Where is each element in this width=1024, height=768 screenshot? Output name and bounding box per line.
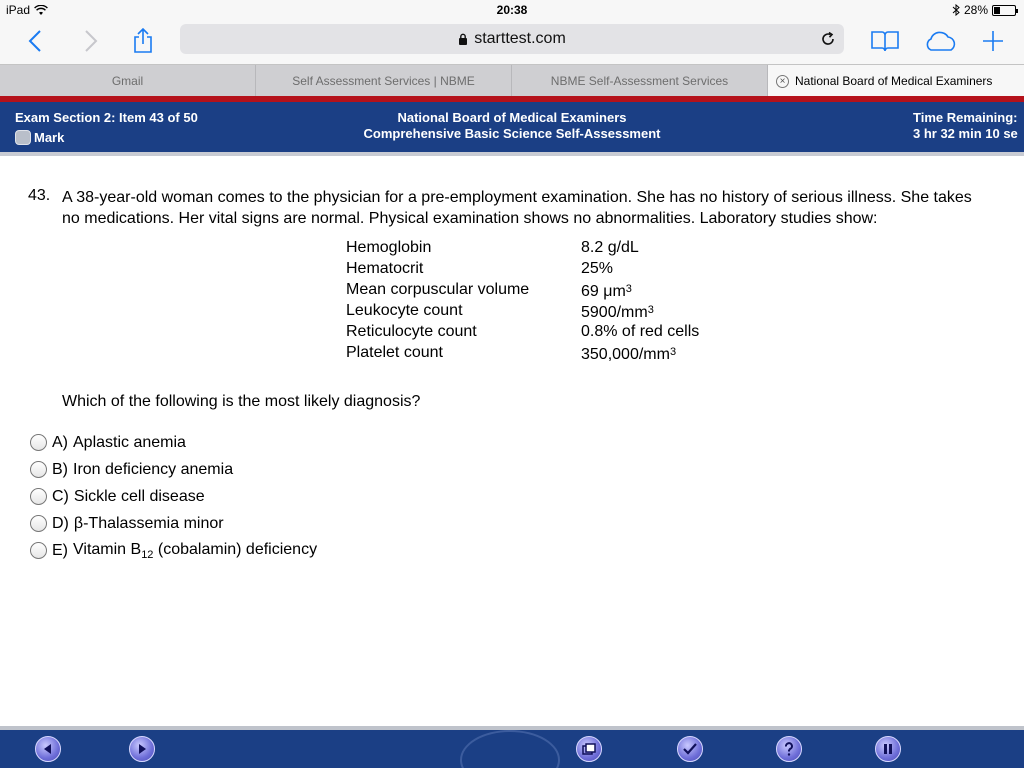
lab-value-text: 5900/mm [581, 304, 648, 321]
checkmark-icon [683, 743, 697, 755]
clock: 20:38 [496, 3, 528, 17]
lab-row [346, 258, 699, 279]
plus-icon [982, 30, 1004, 52]
lab-values-button[interactable] [576, 736, 602, 762]
tab-nbme-self-assessment[interactable] [512, 65, 768, 97]
lab-value-text: 350,000/mm [581, 346, 670, 363]
icloud-tabs-button[interactable] [922, 26, 960, 56]
forward-button[interactable] [80, 26, 102, 56]
lock-icon [458, 33, 468, 45]
lab-row [346, 279, 699, 300]
lab-name: Leukocyte count [346, 302, 463, 319]
question-area [0, 156, 1024, 726]
lab-value-sup: 3 [669, 346, 677, 358]
lab-value [581, 237, 639, 258]
lab-table [346, 237, 699, 363]
radio-button[interactable] [30, 542, 47, 559]
mark-label: Mark [34, 130, 65, 145]
help-icon [783, 742, 795, 756]
lab-value-text: 0.8% of red cells [581, 323, 700, 340]
lab-value-text: 69 μm [581, 283, 626, 300]
arrow-right-icon [136, 743, 148, 755]
tab-label: National Board of Medical Examiners [795, 74, 993, 88]
lab-value [581, 279, 632, 300]
nbme-seal [460, 730, 560, 768]
option-text: Iron deficiency anemia [73, 460, 234, 478]
tab-label: Gmail [111, 74, 144, 88]
pause-button[interactable] [875, 736, 901, 762]
back-button[interactable] [24, 26, 46, 56]
radio-button[interactable] [30, 515, 47, 532]
tab-label: Self Assessment Services | NBME [292, 74, 475, 88]
option-text-wrap [73, 541, 317, 561]
help-button[interactable] [776, 736, 802, 762]
radio-button[interactable] [30, 434, 47, 451]
lab-value-sup: 3 [625, 283, 632, 295]
tab-bar [0, 64, 1024, 96]
battery-icon [992, 5, 1016, 16]
lab-value [581, 321, 699, 342]
lab-value [581, 258, 613, 279]
new-tab-button[interactable] [980, 26, 1006, 56]
option-subscript: 12 [141, 548, 154, 561]
share-icon [133, 28, 153, 54]
answer-option-d[interactable] [30, 510, 317, 537]
pause-icon [883, 743, 893, 755]
tab-self-assessment-services[interactable] [256, 65, 512, 97]
lab-name: Hemoglobin [346, 239, 432, 256]
lab-name: Platelet count [346, 344, 443, 361]
option-text: Sickle cell disease [73, 487, 205, 505]
answer-option-b[interactable] [30, 456, 317, 483]
previous-button[interactable] [35, 736, 61, 762]
lab-row [346, 300, 699, 321]
lab-values-icon [582, 743, 596, 755]
time-remaining-label: Time Remaining: [913, 110, 1018, 125]
option-letter: D) [52, 514, 69, 532]
reload-button[interactable] [818, 24, 838, 54]
answer-option-e[interactable] [30, 537, 317, 564]
address-bar[interactable] [180, 24, 844, 54]
review-button[interactable] [677, 736, 703, 762]
lab-value [581, 300, 654, 321]
lab-value [581, 342, 676, 363]
option-letter: A) [52, 433, 68, 451]
tab-national-board[interactable] [768, 65, 1024, 97]
lab-value-text: 8.2 g/dL [581, 239, 639, 256]
battery-fill [994, 7, 1000, 14]
status-right [952, 3, 1016, 17]
address-text-wrap [180, 30, 844, 48]
tab-close-icon[interactable]: × [776, 75, 789, 88]
option-letter: B) [52, 460, 68, 478]
bottom-nav-bar [0, 730, 1024, 768]
exam-header [0, 102, 1024, 152]
chevron-left-icon [28, 29, 42, 53]
arrow-left-icon [42, 743, 54, 755]
bookmarks-button[interactable] [870, 26, 900, 56]
question-prompt: Which of the following is the most likely diagnosis? [62, 393, 421, 410]
chevron-right-icon [84, 29, 98, 53]
browser-toolbar [0, 20, 1024, 64]
lab-value-sup: 3 [647, 304, 654, 316]
lab-row [346, 321, 699, 342]
answer-option-c[interactable] [30, 483, 317, 510]
status-bar [0, 0, 1024, 20]
battery-percent: 28% [963, 3, 988, 17]
lab-name: Hematocrit [346, 260, 424, 277]
option-text: Aplastic anemia [73, 433, 186, 451]
option-letter: E) [52, 541, 68, 559]
option-letter: C) [52, 487, 69, 505]
tab-gmail[interactable] [0, 65, 256, 97]
lab-row [346, 342, 699, 363]
answer-option-a[interactable] [30, 429, 317, 456]
time-remaining-value: 3 hr 32 min 10 se [913, 126, 1018, 141]
cloud-icon [923, 30, 959, 52]
device-label: iPad [6, 3, 31, 17]
share-button[interactable] [131, 26, 155, 56]
option-text: β-Thalassemia minor [73, 514, 224, 532]
tab-label: NBME Self-Assessment Services [550, 74, 729, 88]
question-stem: A 38-year-old woman comes to the physician for a pre-employment examination. She has no history of serious illness. She takes no medications. Her vital signs are normal. Physical examination shows no abnormalities. Laboratory studies show: [62, 189, 972, 227]
lab-value-text: 25% [581, 260, 614, 277]
item-counter: Exam Section 2: Item 43 of 50 [15, 110, 198, 125]
book-icon [871, 30, 899, 52]
lab-row [346, 237, 699, 258]
option-text: Vitamin B [73, 540, 142, 558]
bluetooth-icon [952, 4, 960, 16]
org-title: National Board of Medical Examiners [397, 110, 627, 125]
option-text-after: (cobalamin) deficiency [153, 540, 318, 558]
question-number: 43. [28, 187, 51, 204]
lab-name: Mean corpuscular volume [346, 281, 530, 298]
lab-name: Reticulocyte count [346, 323, 477, 340]
radio-button[interactable] [30, 461, 47, 478]
radio-button[interactable] [30, 488, 47, 505]
url-text: starttest.com [474, 30, 566, 47]
reload-icon [820, 31, 836, 47]
next-button[interactable] [129, 736, 155, 762]
exam-title: Comprehensive Basic Science Self-Assessment [363, 126, 661, 141]
answer-options [30, 429, 317, 564]
